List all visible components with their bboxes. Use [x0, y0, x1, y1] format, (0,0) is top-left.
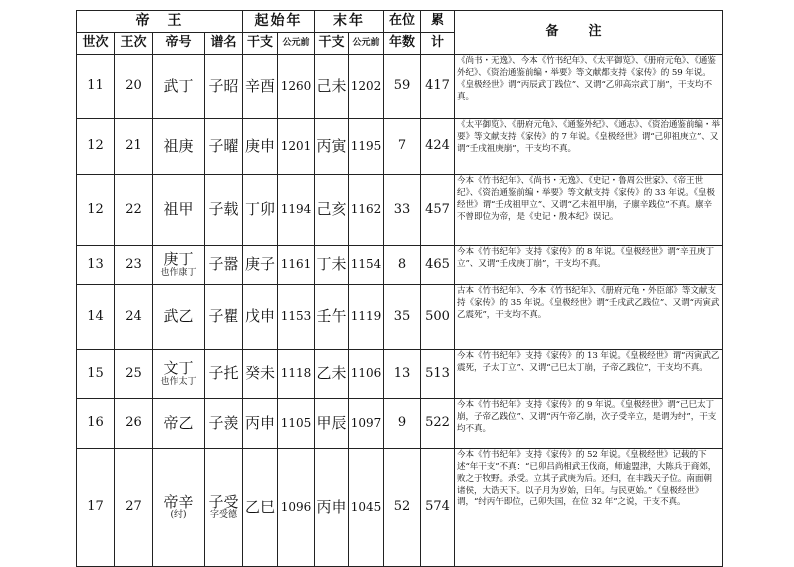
- start-ganzhi-cell: 辛酉: [243, 55, 278, 119]
- cumulative-cell: 500: [421, 285, 455, 350]
- end-ganzhi-cell: 甲辰: [315, 399, 349, 449]
- table-row: [77, 55, 723, 119]
- end-bce-cell: 1202: [349, 55, 384, 119]
- note-cell: 今本《竹书纪年》支持《家传》的 52 年说。《皇极经世》记载的下述“年干支”不真：“已卯吕尚相武王伐商，师逾盟津，大陈兵于商郊，败之于牧野。杀受。立其子武庚为后。还归，在丰践天子位。南面朝诸侯，大诰天下。以子月为岁始，曰年。与民更始。”《皇极经世》谓，“纣丙午即位，己卯失国，在位 32 年”之说，干支不真。: [455, 449, 723, 567]
- title-text: 武丁: [163, 76, 194, 95]
- note-cell: 《太平御览》、《册府元龟》、《通鉴外纪》、《通志》、《资治通鉴前编・举要》等文献支持《家传》的 7 年说。《皇极经世》谓“己卯祖庚立”、又谓“壬戌祖庚崩”，干支均不真。: [455, 119, 723, 175]
- title-cell: [153, 246, 205, 285]
- personal-name-text: 子瞿: [208, 307, 239, 326]
- title-cell: [153, 399, 205, 449]
- title-alt-text: 也作康丁: [160, 267, 197, 278]
- generation-cell: 16: [77, 399, 115, 449]
- table-row: [77, 449, 723, 567]
- king-order-cell: 26: [115, 399, 153, 449]
- end-ganzhi-cell: 壬午: [315, 285, 349, 350]
- header-row-1: [77, 11, 723, 33]
- reign-header-top: 在位: [384, 11, 421, 33]
- title-text: 祖庚: [163, 136, 194, 155]
- end-ganzhi-cell: 丙寅: [315, 119, 349, 175]
- cumulative-cell: 574: [421, 449, 455, 567]
- start-ganzhi-cell: 丙申: [243, 399, 278, 449]
- personal-name-cell: [205, 246, 243, 285]
- shang-kings-table: [76, 10, 723, 567]
- start-bce-cell: 1153: [278, 285, 315, 350]
- generation-cell: 12: [77, 119, 115, 175]
- personal-name-text: 子托: [208, 364, 239, 383]
- king-order-cell: 22: [115, 175, 153, 246]
- cumulative-cell: 513: [421, 350, 455, 399]
- ganzhi-start-header: 干支: [243, 33, 278, 55]
- cumulative-cell: 465: [421, 246, 455, 285]
- start-ganzhi-cell: 庚申: [243, 119, 278, 175]
- personal-name-cell: [205, 399, 243, 449]
- reign-header-bottom: 年数: [384, 33, 421, 55]
- start-bce-cell: 1161: [278, 246, 315, 285]
- table-row: [77, 119, 723, 175]
- title-header: 帝号: [153, 33, 205, 55]
- table-row: [77, 246, 723, 285]
- generation-header: 世次: [77, 33, 115, 55]
- table-row: [77, 175, 723, 246]
- reign-years-cell: 35: [384, 285, 421, 350]
- cumulative-cell: 457: [421, 175, 455, 246]
- king-order-cell: 25: [115, 350, 153, 399]
- king-order-header: 王次: [115, 33, 153, 55]
- king-order-cell: 21: [115, 119, 153, 175]
- reign-years-cell: 9: [384, 399, 421, 449]
- start-bce-cell: 1194: [278, 175, 315, 246]
- end-ganzhi-cell: 乙未: [315, 350, 349, 399]
- start-bce-cell: 1260: [278, 55, 315, 119]
- cumulative-cell: 424: [421, 119, 455, 175]
- personal-name-text: 子嚣: [208, 255, 239, 274]
- title-cell: [153, 175, 205, 246]
- title-cell: [153, 119, 205, 175]
- king-order-cell: 20: [115, 55, 153, 119]
- end-bce-cell: 1162: [349, 175, 384, 246]
- generation-cell: 11: [77, 55, 115, 119]
- start-ganzhi-cell: 戊申: [243, 285, 278, 350]
- reign-years-cell: 13: [384, 350, 421, 399]
- end-ganzhi-cell: 丙申: [315, 449, 349, 567]
- reign-years-cell: 33: [384, 175, 421, 246]
- cumulative-header-bottom: 计: [421, 33, 455, 55]
- personal-name-cell: [205, 119, 243, 175]
- emperor-group-header: 帝 王: [77, 11, 243, 33]
- personal-name-text: 子昭: [208, 76, 239, 95]
- title-text: 帝辛: [163, 492, 194, 511]
- cumulative-cell: 417: [421, 55, 455, 119]
- note-cell: 今本《竹书纪年》支持《家传》的 9 年说。《皇极经世》谓“己巳太丁崩，子帝乙践位”、又谓“丙午帝乙崩，次子受辛立，是谓为纣”，干支均不真。: [455, 399, 723, 449]
- start-ganzhi-cell: 丁卯: [243, 175, 278, 246]
- table-row: [77, 285, 723, 350]
- note-cell: 《尚书・无逸》、今本《竹书纪年》、《太平御览》、《册府元龟》、《通鉴外纪》、《资治通鉴前编・举要》等文献都支持《家传》的 59 年说。《皇极经世》谓“丙辰武丁践位”、又谓“乙卯高宗武丁崩”，干支均不真。: [455, 55, 723, 119]
- personal-name-text: 子曜: [208, 136, 239, 155]
- generation-cell: 17: [77, 449, 115, 567]
- note-cell: 今本《竹书纪年》、《尚书・无逸》、《史记・鲁周公世家》、《帝王世纪》、《资治通鉴前编・举要》等文献支持《家传》的 33 年说。《皇极经世》谓“壬戌祖甲立”、又谓“乙未祖甲崩，子廪辛践位”不真。廪辛不曾即位为帝，是《史记・殷本纪》误记。: [455, 175, 723, 246]
- note-cell: 今本《竹书纪年》支持《家传》的 8 年说。《皇极经世》谓“辛丑庚丁立”、又谓“壬戌庚丁崩”，干支均不真。: [455, 246, 723, 285]
- end-bce-cell: 1195: [349, 119, 384, 175]
- start-ganzhi-cell: 乙巳: [243, 449, 278, 567]
- start-ganzhi-cell: 癸未: [243, 350, 278, 399]
- title-text: 武乙: [163, 307, 194, 326]
- end-bce-cell: 1045: [349, 449, 384, 567]
- personal-name-text: 子羡: [208, 413, 239, 432]
- cumulative-cell: 522: [421, 399, 455, 449]
- generation-cell: 12: [77, 175, 115, 246]
- title-text: 祖甲: [163, 200, 194, 219]
- title-cell: [153, 350, 205, 399]
- end-ganzhi-cell: 丁未: [315, 246, 349, 285]
- note-cell: 今本《竹书纪年》支持《家传》的 13 年说。《皇极经世》谓“丙寅武乙震死，子太丁立”、又谓“己巳太丁崩，子帝乙践位”，干支均不真。: [455, 350, 723, 399]
- generation-cell: 13: [77, 246, 115, 285]
- personal-name-cell: [205, 350, 243, 399]
- reign-years-cell: 8: [384, 246, 421, 285]
- end-bce-cell: 1154: [349, 246, 384, 285]
- start-bce-cell: 1118: [278, 350, 315, 399]
- personal-name-cell: [205, 285, 243, 350]
- notes-header: 备注: [455, 11, 723, 55]
- personal-name-header: 谱名: [205, 33, 243, 55]
- generation-cell: 15: [77, 350, 115, 399]
- start-bce-cell: 1105: [278, 399, 315, 449]
- start-bce-cell: 1201: [278, 119, 315, 175]
- bce-start-header: 公元前: [278, 33, 315, 55]
- personal-name-text: 子受: [208, 492, 239, 511]
- personal-name-cell: [205, 55, 243, 119]
- personal-name-text: 子载: [208, 200, 239, 219]
- table-row: [77, 399, 723, 449]
- title-text: 庚丁: [163, 250, 194, 269]
- title-cell: [153, 285, 205, 350]
- end-ganzhi-cell: 己未: [315, 55, 349, 119]
- title-alt-text: (纣): [170, 510, 187, 521]
- title-text: 文丁: [163, 359, 194, 378]
- king-order-cell: 24: [115, 285, 153, 350]
- reign-years-cell: 59: [384, 55, 421, 119]
- end-ganzhi-cell: 己亥: [315, 175, 349, 246]
- reign-years-cell: 7: [384, 119, 421, 175]
- start-year-group-header: 起始年: [243, 11, 315, 33]
- dynasty-table-sheet: [76, 10, 722, 552]
- personal-name-cell: [205, 449, 243, 567]
- personal-name-alt-text: 字受德: [209, 510, 237, 521]
- reign-years-cell: 52: [384, 449, 421, 567]
- bce-end-header: 公元前: [349, 33, 384, 55]
- end-bce-cell: 1106: [349, 350, 384, 399]
- king-order-cell: 27: [115, 449, 153, 567]
- title-cell: [153, 449, 205, 567]
- table-row: [77, 350, 723, 399]
- start-ganzhi-cell: 庚子: [243, 246, 278, 285]
- cumulative-header-top: 累: [421, 11, 455, 33]
- title-alt-text: 也作太丁: [160, 376, 197, 387]
- note-cell: 古本《竹书纪年》、今本《竹书纪年》、《册府元龟・外臣部》等文献支持《家传》的 35 年说。《皇极经世》谓“壬戌武乙践位”、又谓“丙寅武乙震死”，干支均不真。: [455, 285, 723, 350]
- title-cell: [153, 55, 205, 119]
- end-bce-cell: 1119: [349, 285, 384, 350]
- king-order-cell: 23: [115, 246, 153, 285]
- personal-name-cell: [205, 175, 243, 246]
- start-bce-cell: 1096: [278, 449, 315, 567]
- generation-cell: 14: [77, 285, 115, 350]
- end-bce-cell: 1097: [349, 399, 384, 449]
- end-year-group-header: 末年: [315, 11, 384, 33]
- title-text: 帝乙: [163, 413, 194, 432]
- ganzhi-end-header: 干支: [315, 33, 349, 55]
